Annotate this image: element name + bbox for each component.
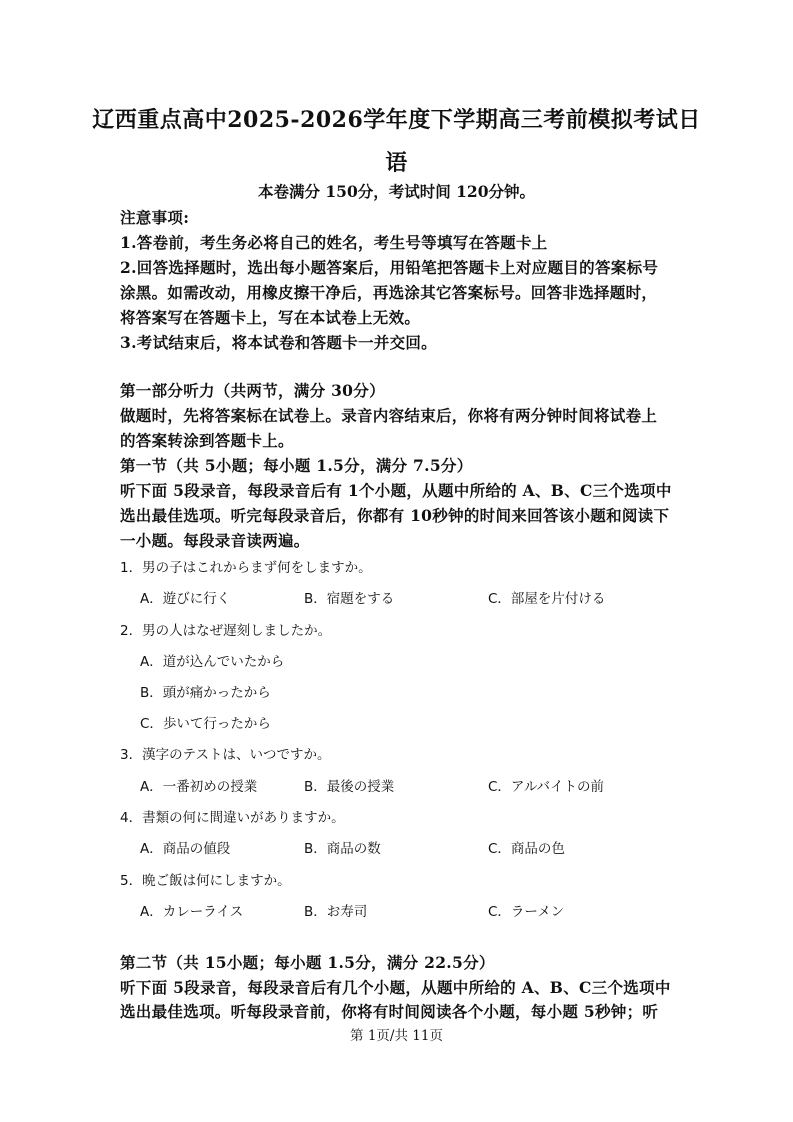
question-2-option-a: A．道が込んでいたから	[140, 654, 285, 670]
question-1-option-a: A．遊びに行く	[140, 591, 231, 607]
question-2-option-c: C．歩いて行ったから	[140, 716, 271, 732]
question-5-option-b: B．お寿司	[304, 904, 368, 920]
section1-intro-line: 一小题。每段录音读两遍。	[120, 531, 310, 550]
question-2-option-b: B．頭が痛かったから	[140, 685, 271, 701]
question-5: 5．晩ご飯は何にしますか。	[120, 873, 291, 889]
section2-intro-line: 听下面 5段录音，每段录音后有几个小题，从题中所给的 A、B、C三个选项中	[120, 978, 671, 997]
question-3-option-c: C．アルバイトの前	[488, 779, 604, 795]
exam-subtitle: 本卷满分 150分，考试时间 120分钟。	[257, 182, 535, 201]
question-4: 4．書類の何に間違いがありますか。	[120, 810, 345, 826]
section2-intro-line: 选出最佳选项。听每段录音前，你将有时间阅读各个小题，每小题 5秒钟；听	[120, 1002, 659, 1021]
question-5-option-a: A．カレーライス	[140, 904, 244, 920]
part1-intro-line: 的答案转涂到答题卡上。	[120, 431, 294, 450]
question-3: 3．漢字のテストは、いつですか。	[120, 747, 331, 763]
question-4-option-a: A．商品の値段	[140, 841, 231, 857]
notice-line: 3.考试结束后，将本试卷和答题卡一并交回。	[120, 333, 437, 352]
section1-heading: 第一节（共 5小题；每小题 1.5分，满分 7.5分）	[120, 456, 473, 475]
question-4-option-b: B．商品の数	[304, 841, 381, 857]
question-5-option-c: C．ラーメン	[488, 904, 565, 920]
question-3-option-a: A．一番初めの授業	[140, 779, 258, 795]
question-1-option-c: C．部屋を片付ける	[488, 591, 606, 607]
question-1-option-b: B．宿題をする	[304, 591, 395, 607]
exam-title-line1: 辽西重点高中2025-2026学年度下学期高三考前模拟考试日	[92, 107, 701, 133]
question-2: 2．男の人はなぜ遅刻しましたか。	[120, 623, 332, 639]
notice-line: 涂黑。如需改动，用橡皮擦干净后，再选涂其它答案标号。回答非选择题时，	[120, 283, 658, 302]
part1-heading: 第一部分听力（共两节，满分 30分）	[120, 381, 385, 400]
notice-line: 2.回答选择题时，选出每小题答案后，用铅笔把答题卡上对应题目的答案标号	[120, 258, 659, 277]
section2-heading: 第二节（共 15小题；每小题 1.5分，满分 22.5分）	[120, 953, 495, 972]
part1-intro-line: 做题时，先将答案标在试卷上。录音内容结束后，你将有两分钟时间将试卷上	[120, 406, 658, 425]
page-number: 第 1页/共 11页	[350, 1028, 443, 1044]
section1-intro-line: 选出最佳选项。听完每段录音后，你都有 10秒钟的时间来回答该小题和阅读下	[120, 506, 670, 525]
question-3-option-b: B．最後の授業	[304, 779, 395, 795]
exam-title-line2: 语	[385, 150, 408, 176]
question-4-option-c: C．商品の色	[488, 841, 565, 857]
notice-line: 1.答卷前，考生务必将自己的姓名，考生号等填写在答题卡上	[120, 233, 548, 252]
notice-heading: 注意事项:	[120, 208, 190, 227]
section1-intro-line: 听下面 5段录音，每段录音后有 1个小题，从题中所给的 A、B、C三个选项中	[120, 481, 672, 500]
notice-line: 将答案写在答题卡上，写在本试卷上无效。	[120, 308, 421, 327]
question-1: 1．男の子はこれからまず何をしますか。	[120, 560, 372, 576]
